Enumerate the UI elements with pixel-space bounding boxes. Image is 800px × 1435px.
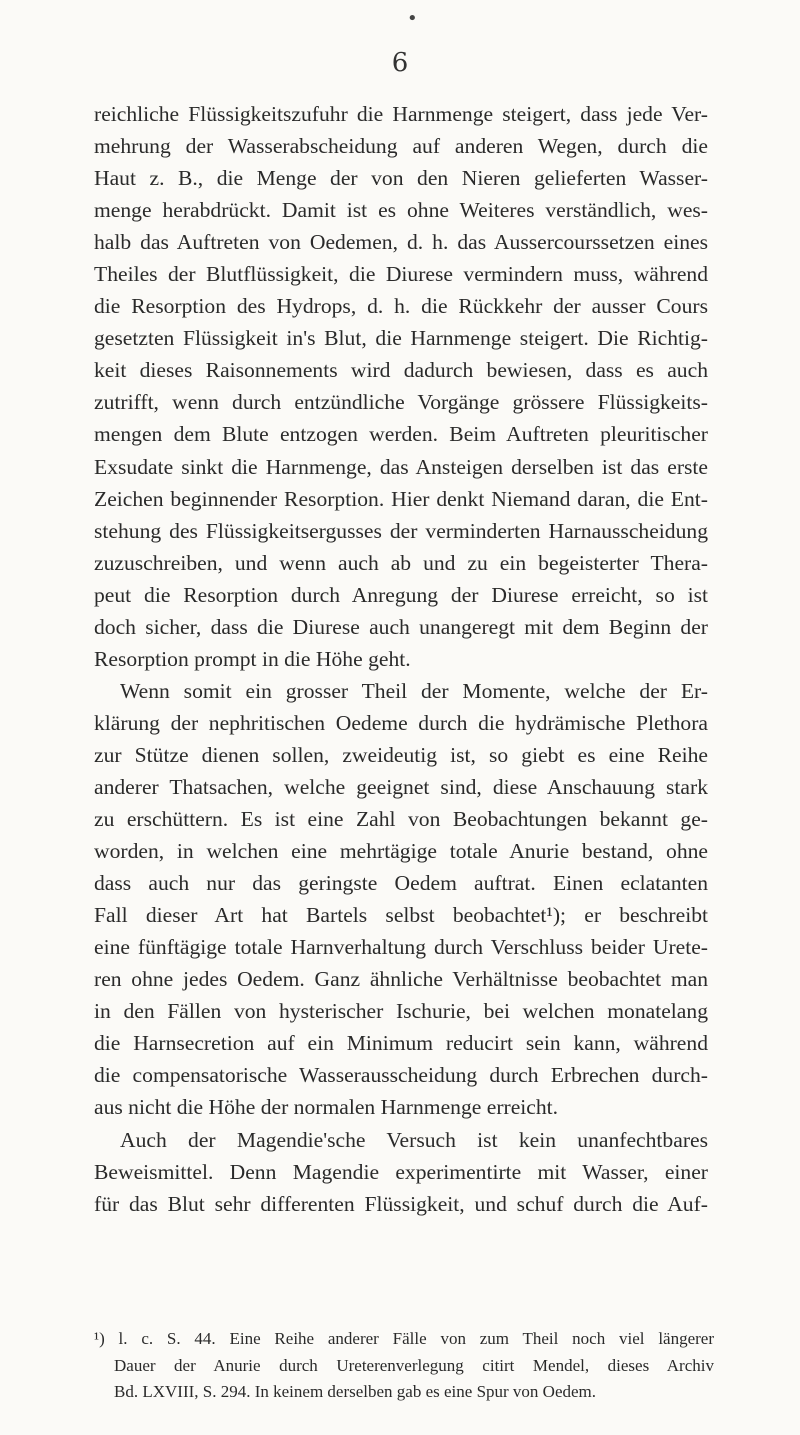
footnote-line: ¹) l. c. S. 44. Eine Reihe anderer Fälle von zum Theil noch viel längerer bbox=[94, 1329, 714, 1348]
text-line: keit dieses Raisonnements wird dadurch bewiesen, dass es auch bbox=[94, 358, 708, 383]
page-number: 6 bbox=[391, 48, 409, 78]
text-line: zu erschüttern. Es ist eine Zahl von Beobachtungen bekannt ge- bbox=[94, 807, 708, 832]
text-line: dass auch nur das geringste Oedem auftrat. Einen eclatanten bbox=[94, 871, 708, 896]
text-line: klärung der nephritischen Oedeme durch die hydrämische Plethora bbox=[94, 710, 708, 735]
text-line: stehung des Flüssigkeitsergusses der verminderten Harnausscheidung bbox=[94, 518, 708, 543]
body-text bbox=[94, 98, 708, 1220]
text-line: in den Fällen von hysterischer Ischurie, bei welchen monatelang bbox=[94, 999, 708, 1024]
text-line: die Resorption des Hydrops, d. h. die Rückkehr der ausser Cours bbox=[94, 294, 708, 319]
text-line: reichliche Flüssigkeitszufuhr die Harnmenge steigert, dass jede Ver- bbox=[94, 102, 708, 126]
text-line: Theiles der Blutflüssigkeit, die Diurese vermindern muss, während bbox=[94, 262, 708, 287]
text-line: ren ohne jedes Oedem. Ganz ähnliche Verhältnisse beobachtet man bbox=[94, 967, 708, 992]
text-line: mehrung der Wasserabscheidung auf anderen Wegen, durch die bbox=[94, 134, 708, 159]
text-line: Zeichen beginnender Resorption. Hier denkt Niemand daran, die Ent- bbox=[94, 486, 708, 511]
text-line: doch sicher, dass die Diurese auch unangeregt mit dem Beginn der bbox=[94, 614, 708, 639]
text-line: für das Blut sehr differenten Flüssigkeit, und schuf durch die Auf- bbox=[94, 1191, 708, 1216]
text-line: zutrifft, wenn durch entzündliche Vorgänge grössere Flüssigkeits- bbox=[94, 390, 708, 415]
text-line: die compensatorische Wasserausscheidung durch Erbrechen durch- bbox=[94, 1063, 708, 1088]
text-line: gesetzten Flüssigkeit in's Blut, die Harnmenge steigert. Die Richtig- bbox=[94, 326, 708, 351]
text-line: anderer Thatsachen, welche geeignet sind, diese Anschauung stark bbox=[94, 774, 708, 799]
text-line: Fall dieser Art hat Bartels selbst beobachtet¹); er beschreibt bbox=[94, 903, 708, 928]
footnotes bbox=[94, 1326, 714, 1406]
text-line: Exsudate sinkt die Harnmenge, das Ansteigen derselben ist das erste bbox=[94, 454, 708, 479]
text-line: Resorption prompt in die Höhe geht. bbox=[94, 646, 411, 671]
text-line: Beweismittel. Denn Magendie experimentirte mit Wasser, einer bbox=[94, 1159, 708, 1184]
text-line: mengen dem Blute entzogen werden. Beim Auftreten pleuritischer bbox=[94, 422, 708, 447]
text-line: worden, in welchen eine mehrtägige totale Anurie bestand, ohne bbox=[94, 839, 708, 864]
text-line: halb das Auftreten von Oedemen, d. h. das Aussercourssetzen eines bbox=[94, 230, 708, 255]
footnote-line: Dauer der Anurie durch Ureterenverlegung citirt Mendel, dieses Archiv bbox=[114, 1355, 714, 1375]
text-line: Wenn somit ein grosser Theil der Momente, welche der Er- bbox=[120, 678, 708, 703]
text-line: zur Stütze dienen sollen, zweideutig ist, so giebt es eine Reihe bbox=[94, 742, 708, 767]
text-line: zuzuschreiben, und wenn auch ab und zu ein begeisterter Thera- bbox=[94, 550, 708, 575]
page-mark: • bbox=[407, 8, 418, 29]
footnote-line: Bd. LXVIII, S. 294. In keinem derselben gab es eine Spur von Oedem. bbox=[114, 1382, 597, 1401]
text-line: peut die Resorption durch Anregung der Diurese erreicht, so ist bbox=[94, 582, 708, 607]
text-line: Haut z. B., die Menge der von den Nieren gelieferten Wasser- bbox=[94, 166, 708, 191]
text-line: die Harnsecretion auf ein Minimum reducirt sein kann, während bbox=[94, 1031, 708, 1056]
text-line: eine fünftägige totale Harnverhaltung durch Verschluss beider Urete- bbox=[94, 935, 708, 960]
text-line: aus nicht die Höhe der normalen Harnmenge erreicht. bbox=[94, 1095, 559, 1120]
text-line: Auch der Magendie'sche Versuch ist kein unanfechtbares bbox=[120, 1127, 708, 1152]
text-line: menge herabdrückt. Damit ist es ohne Weiteres verständlich, wes- bbox=[94, 198, 708, 223]
